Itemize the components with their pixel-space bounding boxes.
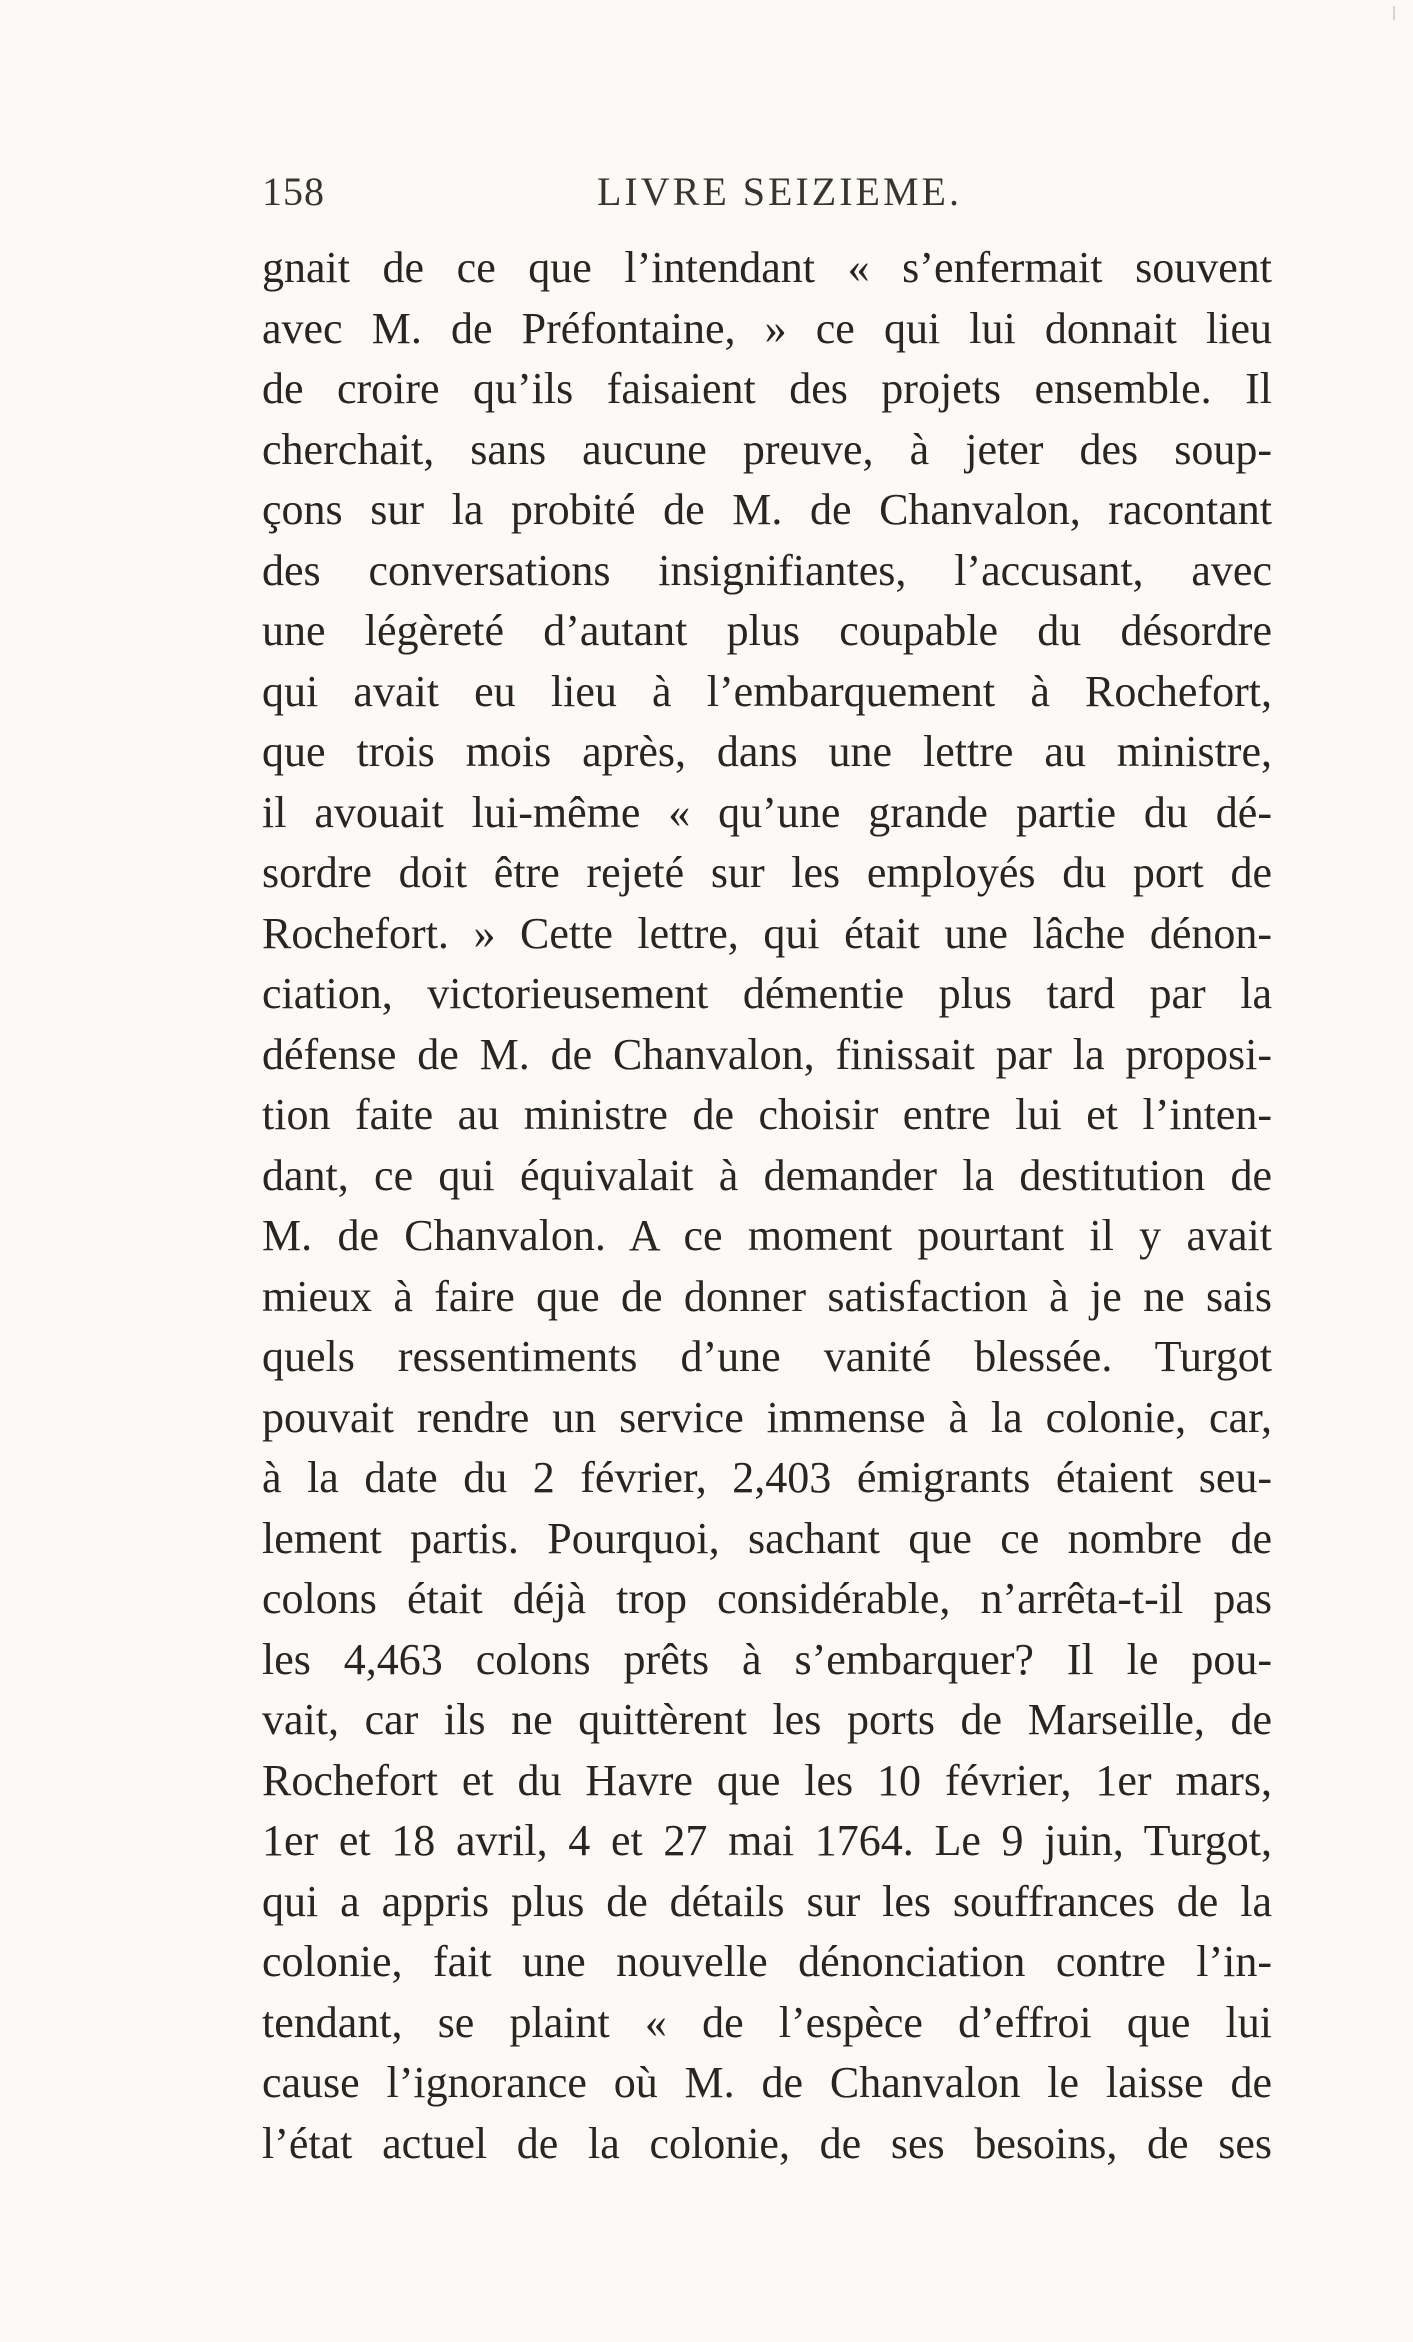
text-line: pouvait rendre un service immense à la colonie, car, [262,1392,1272,1442]
text-line: 1er et 18 avril, 4 et 27 mai 1764. Le 9 juin, Turgot, [262,1816,1272,1865]
text-line: colonie, fait une nouvelle dénonciation contre l’in- [262,1937,1272,1986]
text-line: sordre doit être rejeté sur les employés du port de [262,848,1272,897]
text-line: dant, ce qui équivalait à demander la destitution de [262,1150,1272,1200]
text-line: vait, car ils ne quittèrent les ports de Marseille, de [262,1695,1272,1744]
text-line: colons était déjà trop considérable, n’arrêta-t-il pas [262,1574,1272,1623]
running-title: LIVRE SEIZIEME. [597,169,962,214]
text-line: M. de Chanvalon. A ce moment pourtant il y avait [262,1211,1272,1260]
text-line: qui avait eu lieu à l’embarquement à Rochefort, [262,666,1272,716]
text-line: tendant, se plaint « de l’espèce d’effroi que lui [262,1997,1272,2047]
text-line: de croire qu’ils faisaient des projets ensemble. Il [262,364,1272,413]
text-line: les 4,463 colons prêts à s’embarquer? Il le pou- [262,1634,1272,1684]
text-line: cause l’ignorance où M. de Chanvalon le laisse de [262,2058,1272,2107]
text-line: il avouait lui-même « qu’une grande partie du dé- [262,787,1272,837]
running-head [262,168,1272,224]
text-line: ciation, victorieusement démentie plus tard par la [262,969,1272,1018]
text-line: mieux à faire que de donner satisfaction à je ne sais [262,1271,1272,1321]
text-line: quels ressentiments d’une vanité blessée. Turgot [262,1332,1272,1381]
text-line: à la date du 2 février, 2,403 émigrants étaient seu- [262,1453,1272,1502]
text-line: Rochefort. » Cette lettre, qui était une lâche dénon- [262,908,1272,958]
page-number: 158 [262,169,325,214]
text-line: Rochefort et du Havre que les 10 février, 1er mars, [262,1755,1272,1805]
text-line: défense de M. de Chanvalon, finissait par la proposi- [262,1029,1272,1079]
text-line: gnait de ce que l’intendant « s’enfermait souvent [262,243,1272,292]
body-text [262,238,1272,2174]
text-line: cherchait, sans aucune preuve, à jeter des soup- [262,424,1272,474]
text-line: que trois mois après, dans une lettre au ministre, [262,727,1272,776]
text-line: des conversations insignifiantes, l’accusant, avec [262,545,1272,595]
scan-mark [1393,6,1395,20]
text-line: une légèreté d’autant plus coupable du désordre [262,606,1272,655]
text-line: çons sur la probité de M. de Chanvalon, racontant [262,485,1272,534]
text-line: qui a appris plus de détails sur les souffrances de la [262,1876,1272,1926]
text-line: lement partis. Pourquoi, sachant que ce nombre de [262,1513,1272,1563]
text-line: l’état actuel de la colonie, de ses besoins, de ses [262,2118,1272,2168]
text-line: avec M. de Préfontaine, » ce qui lui donnait lieu [262,303,1272,353]
text-line: tion faite au ministre de choisir entre lui et l’inten- [262,1090,1272,1139]
